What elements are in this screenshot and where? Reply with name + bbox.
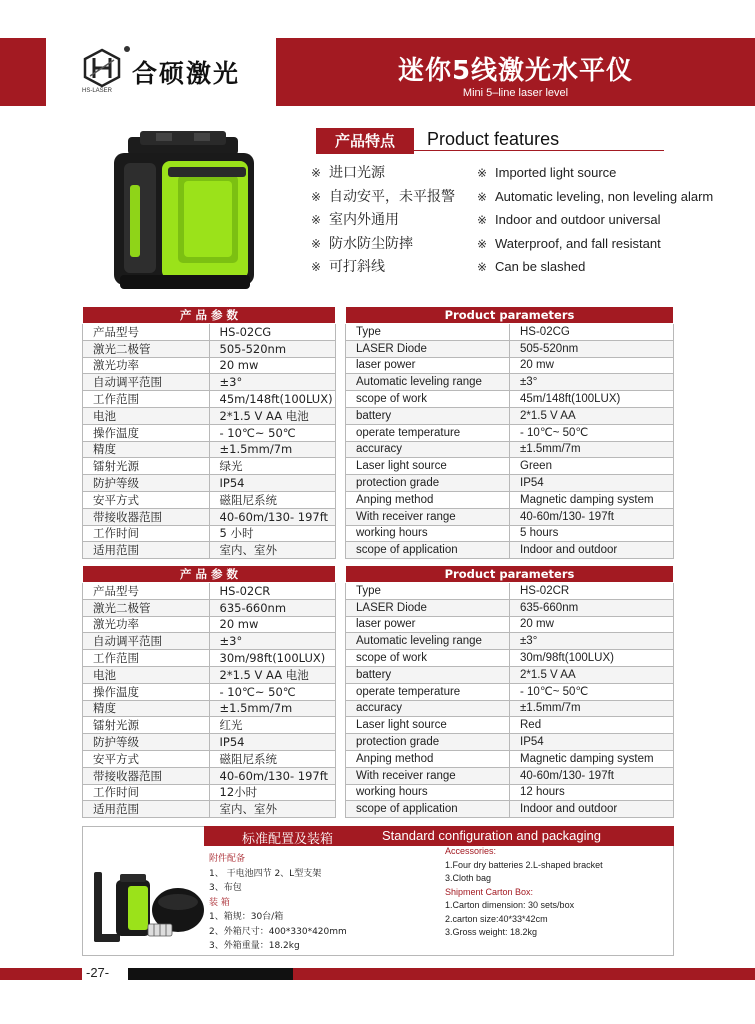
reference-mark-icon: ※ <box>311 189 322 204</box>
table-row <box>346 424 674 441</box>
spec-label: 电池 <box>83 666 210 683</box>
table-row <box>83 491 336 508</box>
spec-label: 操作温度 <box>83 424 210 441</box>
table-row <box>83 666 336 683</box>
feature-item-cn <box>311 163 486 187</box>
feature-text: 室内外通用 <box>329 212 399 228</box>
feature-item-cn <box>311 210 486 234</box>
spec-label: 操作温度 <box>83 683 210 700</box>
table-row <box>83 633 336 650</box>
footer-bar-left <box>0 968 82 980</box>
feature-text: Automatic leveling, non leveling alarm <box>495 188 714 204</box>
config-subheading: 装 箱 <box>209 897 230 908</box>
page-number: -27- <box>86 965 110 980</box>
spec-label: accuracy <box>346 700 510 717</box>
spec-value: 磁阻尼系统 <box>209 491 336 508</box>
table-row <box>83 542 336 559</box>
table-row <box>346 508 674 525</box>
spec-value: 635-660nm <box>510 599 674 616</box>
config-list-cn <box>209 852 347 954</box>
table-row <box>83 599 336 616</box>
spec-label: scope of work <box>346 650 510 667</box>
feature-item-en <box>477 163 747 187</box>
spec-value: 30m/98ft(100LUX) <box>510 650 674 667</box>
spec-label: laser power <box>346 616 510 633</box>
spec-value: ±1.5mm/7m <box>209 441 336 458</box>
laser-level-product-image <box>100 125 270 295</box>
spec-label: With receiver range <box>346 767 510 784</box>
table-row <box>83 750 336 767</box>
spec-value: ±1.5mm/7m <box>209 700 336 717</box>
config-subheading: Shipment Carton Box: <box>445 886 534 897</box>
table-row <box>346 441 674 458</box>
table-row <box>83 583 336 600</box>
spec-label: Type <box>346 583 510 600</box>
header-title-banner <box>276 38 755 106</box>
spec-value: Green <box>510 458 674 475</box>
footer-bar-black <box>128 968 293 980</box>
table-row <box>346 700 674 717</box>
spec-value: 30m/98ft(100LUX) <box>209 650 336 667</box>
spec-label: laser power <box>346 357 510 374</box>
spec-table-en-green <box>345 306 674 559</box>
table-row <box>346 734 674 751</box>
spec-label: With receiver range <box>346 508 510 525</box>
spec-label: 激光二极管 <box>83 340 210 357</box>
features-title-en: Product features <box>427 129 560 149</box>
table-row <box>83 340 336 357</box>
feature-item-en <box>477 234 747 258</box>
spec-value: HS-02CR <box>209 583 336 600</box>
spec-label: 安平方式 <box>83 491 210 508</box>
table-row <box>83 734 336 751</box>
feature-item-cn <box>311 187 486 211</box>
config-subheading: Accessories: <box>445 846 497 856</box>
table-row <box>346 583 674 600</box>
config-line: 1、 干电池四节 2、L型支架 <box>209 868 322 879</box>
table-row <box>346 324 674 341</box>
features-underline <box>414 150 664 151</box>
spec-label: scope of application <box>346 542 510 559</box>
config-line: 3、外箱重量：18.2kg <box>209 941 300 951</box>
config-line: 2、外箱尺寸：400*330*420mm <box>209 926 347 937</box>
table-row <box>83 424 336 441</box>
spec-label: LASER Diode <box>346 340 510 357</box>
spec-label: battery <box>346 407 510 424</box>
spec-value: IP54 <box>510 734 674 751</box>
table-row <box>83 508 336 525</box>
spec-label: scope of application <box>346 801 510 818</box>
spec-value: 20 mw <box>510 616 674 633</box>
spec-value: - 10℃~ 50℃ <box>209 424 336 441</box>
logo-small-text: HS-LASER <box>82 88 113 94</box>
table-row <box>346 407 674 424</box>
feature-text: Can be slashed <box>495 259 586 274</box>
feature-text: 进口光源 <box>329 165 385 181</box>
table-row <box>346 683 674 700</box>
table-row <box>83 767 336 784</box>
spec-value: ±1.5mm/7m <box>510 700 674 717</box>
spec-value: ±3° <box>209 633 336 650</box>
spec-label: 带接收器范围 <box>83 508 210 525</box>
reference-mark-icon: ※ <box>477 236 488 251</box>
spec-label: 镭射光源 <box>83 717 210 734</box>
table-row <box>346 340 674 357</box>
table-row <box>346 650 674 667</box>
spec-label: 带接收器范围 <box>83 767 210 784</box>
table-header: Product parameters <box>346 566 674 583</box>
page-subtitle: Mini 5–line laser level <box>462 87 569 99</box>
table-row <box>83 374 336 391</box>
spec-label: Laser light source <box>346 717 510 734</box>
spec-label: 镭射光源 <box>83 458 210 475</box>
spec-value: 20 mw <box>209 357 336 374</box>
table-row <box>83 801 336 818</box>
package-contents-image <box>86 852 206 947</box>
config-title-cn: 标准配置及装箱 <box>242 832 334 847</box>
spec-label: Automatic leveling range <box>346 374 510 391</box>
spec-label: working hours <box>346 784 510 801</box>
spec-value: HS-02CG <box>209 324 336 341</box>
spec-value: 40-60m/130- 197ft <box>209 767 336 784</box>
table-row <box>346 616 674 633</box>
table-header: 产 品 参 数 <box>83 307 336 324</box>
table-row <box>83 650 336 667</box>
table-row <box>346 767 674 784</box>
reference-mark-icon: ※ <box>477 260 488 274</box>
table-row <box>346 599 674 616</box>
spec-value: IP54 <box>209 734 336 751</box>
features-title-cn: 产品特点 <box>316 128 414 154</box>
spec-label: operate temperature <box>346 424 510 441</box>
feature-item-cn <box>311 257 486 281</box>
spec-value: HS-02CG <box>510 324 674 341</box>
config-subheading: 附件配备 <box>209 854 246 864</box>
table-row <box>346 458 674 475</box>
spec-label: LASER Diode <box>346 599 510 616</box>
spec-label: 工作时间 <box>83 784 210 801</box>
table-row <box>83 407 336 424</box>
config-line: 1、箱规：30台/箱 <box>209 912 284 922</box>
reference-mark-icon: ※ <box>311 166 322 180</box>
table-row <box>83 391 336 408</box>
spec-value: 20 mw <box>209 616 336 633</box>
spec-label: Laser light source <box>346 458 510 475</box>
spec-label: Anping method <box>346 750 510 767</box>
spec-label: operate temperature <box>346 683 510 700</box>
spec-label: protection grade <box>346 734 510 751</box>
config-line: 1.Carton dimension: 30 sets/box <box>445 900 575 910</box>
spec-value: IP54 <box>510 475 674 492</box>
logo-registered-mark <box>124 46 130 52</box>
feature-text: Waterproof, and fall resistant <box>495 235 661 251</box>
table-row <box>83 784 336 801</box>
feature-item-en <box>477 187 747 211</box>
spec-value: HS-02CR <box>510 583 674 600</box>
spec-label: 自动调平范围 <box>83 374 210 391</box>
table-row <box>346 750 674 767</box>
config-line: 1.Four dry batteries 2.L-shaped bracket <box>445 859 603 870</box>
spec-label: battery <box>346 666 510 683</box>
feature-item-en <box>477 210 747 234</box>
spec-value: 磁阻尼系统 <box>209 750 336 767</box>
spec-label: 精度 <box>83 441 210 458</box>
feature-text: 可打斜线 <box>329 259 385 275</box>
spec-value: 12 hours <box>510 784 674 801</box>
spec-value: 5 小时 <box>209 525 336 542</box>
spec-value: ±3° <box>209 374 336 391</box>
company-logo-icon <box>82 48 122 88</box>
spec-label: 工作范围 <box>83 650 210 667</box>
spec-label: accuracy <box>346 441 510 458</box>
spec-label: 激光功率 <box>83 616 210 633</box>
spec-label: 自动调平范围 <box>83 633 210 650</box>
table-header: 产 品 参 数 <box>83 566 336 583</box>
table-row <box>346 525 674 542</box>
spec-value: - 10℃~ 50℃ <box>510 424 674 441</box>
spec-label: Type <box>346 324 510 341</box>
table-row <box>83 525 336 542</box>
spec-value: 12小时 <box>209 784 336 801</box>
table-row <box>346 391 674 408</box>
spec-value: 室内、室外 <box>209 801 336 818</box>
spec-value: 2*1.5 V AA 电池 <box>209 407 336 424</box>
reference-mark-icon: ※ <box>477 166 488 180</box>
spec-value: Indoor and outdoor <box>510 801 674 818</box>
spec-label: scope of work <box>346 391 510 408</box>
reference-mark-icon: ※ <box>311 213 322 227</box>
table-row <box>346 542 674 559</box>
reference-mark-icon: ※ <box>477 189 488 204</box>
spec-label: working hours <box>346 525 510 542</box>
spec-label: 工作时间 <box>83 525 210 542</box>
features-list-cn <box>311 163 486 281</box>
reference-mark-icon: ※ <box>477 213 488 227</box>
spec-label: 精度 <box>83 700 210 717</box>
config-line: 3.Gross weight: 18.2kg <box>445 927 538 937</box>
spec-value: 45m/148ft(100LUX) <box>209 391 336 408</box>
reference-mark-icon: ※ <box>311 260 322 274</box>
table-row <box>83 700 336 717</box>
feature-item-cn <box>311 234 486 258</box>
features-list-en <box>477 163 747 281</box>
page-title: 迷你5线激光水平仪 <box>397 56 634 86</box>
table-row <box>346 633 674 650</box>
table-row <box>83 441 336 458</box>
header-left-strip <box>0 38 46 106</box>
spec-value: Red <box>510 717 674 734</box>
spec-value: Magnetic damping system <box>510 750 674 767</box>
spec-value: - 10℃~ 50℃ <box>510 683 674 700</box>
spec-label: 产品型号 <box>83 324 210 341</box>
spec-label: 适用范围 <box>83 801 210 818</box>
spec-value: 绿光 <box>209 458 336 475</box>
spec-table-cn-green <box>82 306 336 559</box>
spec-label: 电池 <box>83 407 210 424</box>
spec-label: protection grade <box>346 475 510 492</box>
spec-value: 室内、室外 <box>209 542 336 559</box>
spec-value: 505-520nm <box>510 340 674 357</box>
feature-item-en <box>477 257 747 281</box>
spec-label: 适用范围 <box>83 542 210 559</box>
spec-value: 2*1.5 V AA 电池 <box>209 666 336 683</box>
spec-label: 防护等级 <box>83 475 210 492</box>
config-header <box>204 826 674 846</box>
spec-value: 2*1.5 V AA <box>510 407 674 424</box>
spec-value: IP54 <box>209 475 336 492</box>
table-row <box>83 357 336 374</box>
spec-value: 5 hours <box>510 525 674 542</box>
feature-text: 自动安平，未平报警 <box>329 188 455 205</box>
table-row <box>83 683 336 700</box>
spec-value: 2*1.5 V AA <box>510 666 674 683</box>
reference-mark-icon: ※ <box>311 236 322 251</box>
table-header: Product parameters <box>346 307 674 324</box>
company-logo-text: 合硕激光 <box>132 59 241 88</box>
table-row <box>346 357 674 374</box>
spec-value: 红光 <box>209 717 336 734</box>
spec-value: ±3° <box>510 374 674 391</box>
table-row <box>346 784 674 801</box>
spec-label: 激光功率 <box>83 357 210 374</box>
spec-value: 40-60m/130- 197ft <box>510 767 674 784</box>
spec-value: Magnetic damping system <box>510 491 674 508</box>
spec-label: 工作范围 <box>83 391 210 408</box>
config-title-en: Standard configuration and packaging <box>382 828 601 843</box>
spec-value: ±1.5mm/7m <box>510 441 674 458</box>
spec-value: 40-60m/130- 197ft <box>510 508 674 525</box>
spec-label: 激光二极管 <box>83 599 210 616</box>
spec-table-en-red <box>345 565 674 818</box>
spec-label: Anping method <box>346 491 510 508</box>
table-row <box>83 475 336 492</box>
spec-value: 45m/148ft(100LUX) <box>510 391 674 408</box>
spec-value: ±3° <box>510 633 674 650</box>
spec-value: 635-660nm <box>209 599 336 616</box>
spec-value: 20 mw <box>510 357 674 374</box>
table-row <box>83 616 336 633</box>
feature-text: Imported light source <box>495 165 617 180</box>
config-line: 2.carton size:40*33*42cm <box>445 913 548 924</box>
table-row <box>346 475 674 492</box>
spec-label: 防护等级 <box>83 734 210 751</box>
table-row <box>83 324 336 341</box>
spec-value: 40-60m/130- 197ft <box>209 508 336 525</box>
table-row <box>346 717 674 734</box>
spec-label: 安平方式 <box>83 750 210 767</box>
spec-label: Automatic leveling range <box>346 633 510 650</box>
feature-text: 防水防尘防摔 <box>329 235 413 252</box>
feature-text: Indoor and outdoor universal <box>495 212 661 227</box>
spec-value: Indoor and outdoor <box>510 542 674 559</box>
spec-value: 505-520nm <box>209 340 336 357</box>
spec-label: 产品型号 <box>83 583 210 600</box>
spec-table-cn-red <box>82 565 336 818</box>
config-line: 3.Cloth bag <box>445 873 492 883</box>
table-row <box>346 666 674 683</box>
table-row <box>346 801 674 818</box>
spec-value: - 10℃~ 50℃ <box>209 683 336 700</box>
config-list-en <box>445 845 603 940</box>
table-row <box>346 374 674 391</box>
table-row <box>346 491 674 508</box>
table-row <box>83 717 336 734</box>
table-row <box>83 458 336 475</box>
config-line: 3、布包 <box>209 883 242 893</box>
